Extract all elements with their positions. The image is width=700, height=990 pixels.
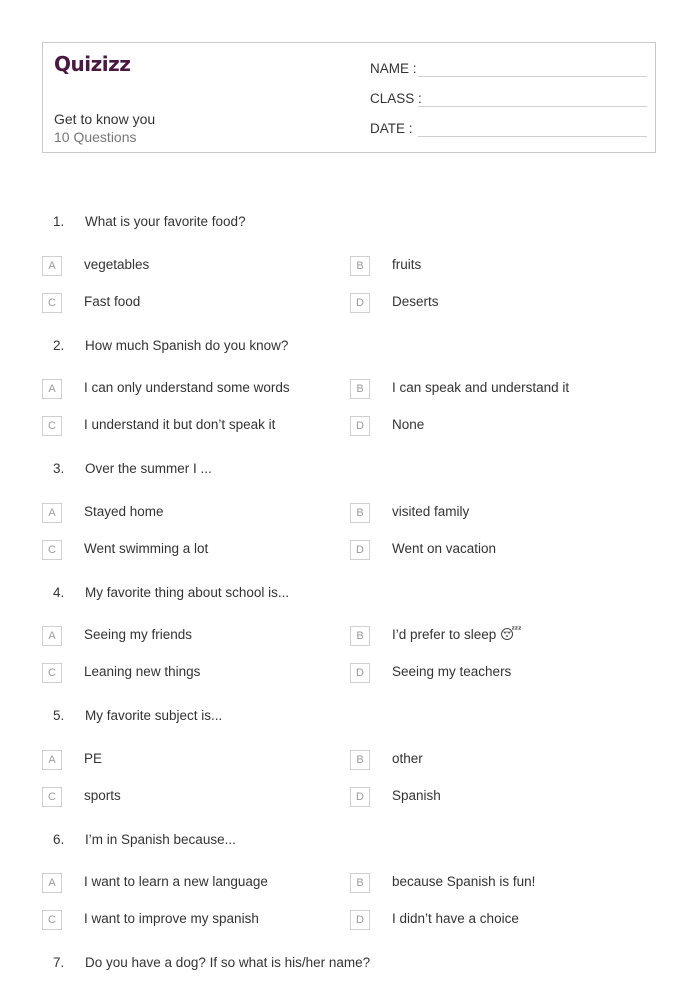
option-text: I can only understand some words: [84, 380, 290, 395]
question-text: What is your favorite food?: [85, 214, 246, 229]
question-number: 5.: [53, 708, 65, 723]
option-letter: B: [350, 750, 370, 770]
option-letter: D: [350, 540, 370, 560]
option-letter: B: [350, 256, 370, 276]
option-letter: A: [42, 626, 62, 646]
option-text: sports: [84, 788, 121, 803]
question-number: 2.: [53, 338, 65, 353]
option-text: Went on vacation: [392, 541, 497, 556]
question-5: [0, 708, 700, 728]
option-letter: C: [42, 416, 62, 436]
date-field[interactable]: [370, 121, 647, 141]
option-letter: D: [350, 663, 370, 683]
option-text: because Spanish is fun!: [392, 874, 536, 889]
option-text: Stayed home: [84, 504, 164, 519]
class-line: [418, 106, 647, 107]
question-text: How much Spanish do you know?: [85, 338, 289, 353]
question-text: Do you have a dog? If so what is his/her name?: [85, 955, 371, 970]
option-text: PE: [84, 751, 103, 766]
quiz-title: Get to know you: [54, 111, 156, 127]
question-2: [0, 338, 700, 358]
question-text: I’m in Spanish because...: [85, 832, 236, 847]
option-letter: C: [42, 910, 62, 930]
name-field[interactable]: [370, 61, 647, 81]
option-letter: A: [42, 873, 62, 893]
worksheet-header: [42, 42, 656, 153]
option-letter: B: [350, 503, 370, 523]
option-letter: D: [350, 910, 370, 930]
option-letter: C: [42, 787, 62, 807]
question-number: 1.: [53, 214, 65, 229]
option-letter: C: [42, 663, 62, 683]
option-text: I’d prefer to sleep 😴: [392, 627, 522, 642]
question-7: [0, 955, 700, 975]
option-text: Deserts: [392, 294, 439, 309]
option-letter: D: [350, 416, 370, 436]
class-field[interactable]: [370, 91, 647, 111]
name-label: NAME :: [370, 61, 417, 76]
option-text: Went swimming a lot: [84, 541, 209, 556]
option-letter: B: [350, 873, 370, 893]
question-count: 10 Questions: [54, 129, 137, 145]
option-letter: C: [42, 293, 62, 313]
question-number: 3.: [53, 461, 65, 476]
date-label: DATE :: [370, 121, 413, 136]
question-number: 6.: [53, 832, 65, 847]
option-letter: D: [350, 293, 370, 313]
question-text: My favorite subject is...: [85, 708, 223, 723]
option-text: Seeing my friends: [84, 627, 193, 642]
option-text: I can speak and understand it: [392, 380, 570, 395]
option-text: Seeing my teachers: [392, 664, 512, 679]
option-text: Leaning new things: [84, 664, 201, 679]
question-number: 4.: [53, 585, 65, 600]
option-text: Fast food: [84, 294, 141, 309]
option-text: I understand it but don’t speak it: [84, 417, 276, 432]
option-letter: B: [350, 379, 370, 399]
option-letter: A: [42, 503, 62, 523]
question-3: [0, 461, 700, 481]
option-text: I want to improve my spanish: [84, 911, 259, 926]
quizizz-logo: Quizizz: [54, 52, 131, 76]
name-line: [418, 76, 647, 77]
question-1: [0, 214, 700, 234]
question-text: My favorite thing about school is...: [85, 585, 290, 600]
option-text: I didn’t have a choice: [392, 911, 519, 926]
option-letter: D: [350, 787, 370, 807]
option-letter: B: [350, 626, 370, 646]
option-text: fruits: [392, 257, 422, 272]
option-text: visited family: [392, 504, 470, 519]
option-text: other: [392, 751, 423, 766]
option-text: I want to learn a new language: [84, 874, 268, 889]
question-6: [0, 832, 700, 852]
question-4: [0, 585, 700, 605]
option-text: vegetables: [84, 257, 150, 272]
date-line: [418, 136, 647, 137]
question-text: Over the summer I ...: [85, 461, 212, 476]
option-text: Spanish: [392, 788, 441, 803]
question-number: 7.: [53, 955, 65, 970]
option-text: None: [392, 417, 425, 432]
option-letter: A: [42, 256, 62, 276]
option-letter: C: [42, 540, 62, 560]
option-letter: A: [42, 379, 62, 399]
option-letter: A: [42, 750, 62, 770]
class-label: CLASS :: [370, 91, 422, 106]
